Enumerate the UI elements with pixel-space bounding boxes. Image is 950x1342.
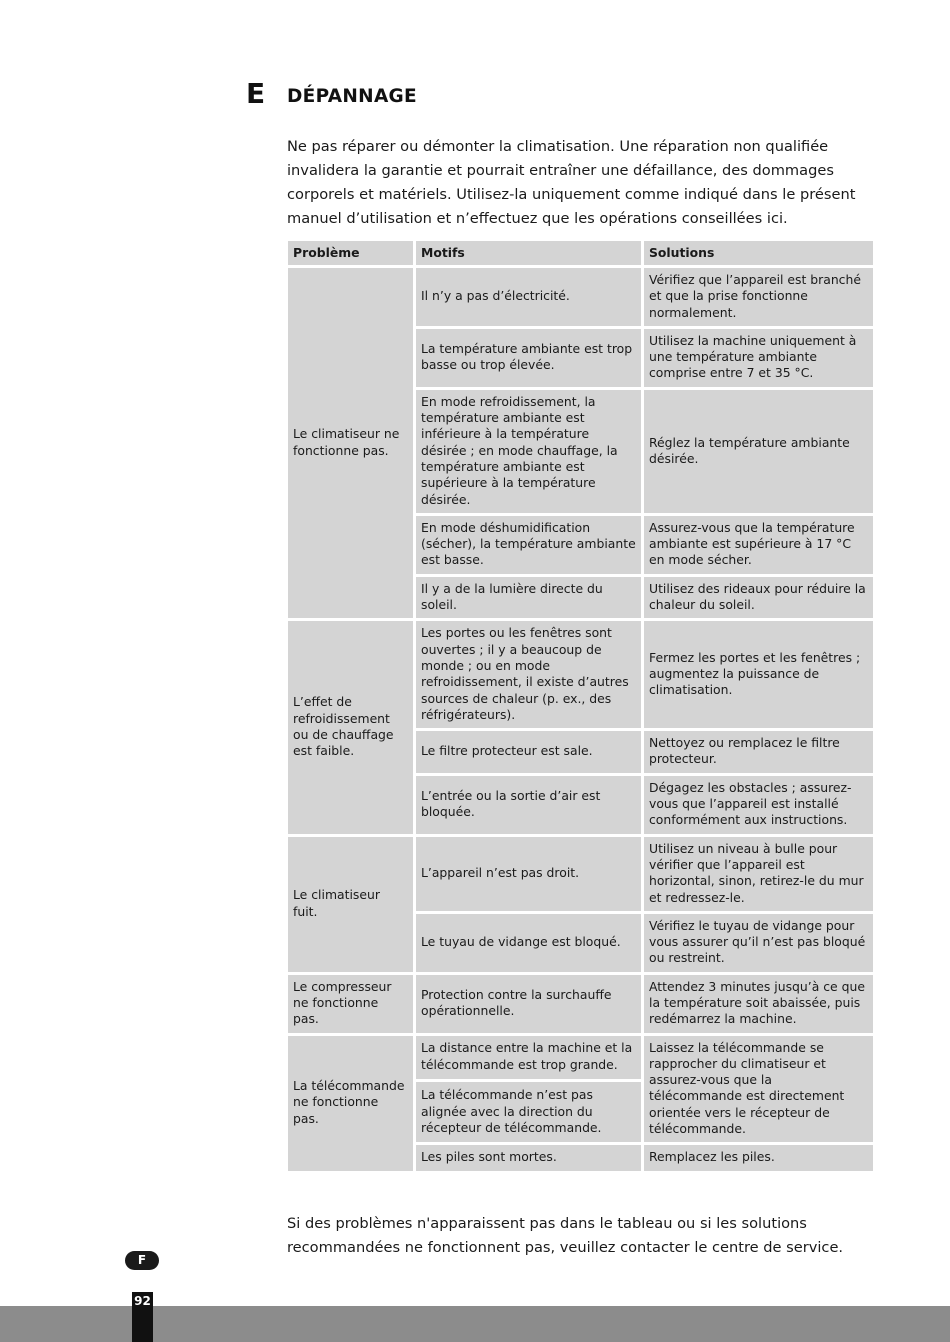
header-solutions: Solutions xyxy=(644,241,873,265)
troubleshooting-table xyxy=(285,238,876,1174)
solution-cell: Fermez les portes et les fenêtres ; augmentez la puissance de climatisation. xyxy=(644,621,873,728)
cause-cell: Protection contre la surchauffe opérationnelle. xyxy=(416,975,641,1033)
cause-cell: Le tuyau de vidange est bloqué. xyxy=(416,914,641,972)
problem-cell: Le compresseur ne fonctionne pas. xyxy=(288,975,413,1033)
header-causes: Motifs xyxy=(416,241,641,265)
cause-cell: La température ambiante est trop basse ou trop élevée. xyxy=(416,329,641,387)
solution-cell: Assurez-vous que la température ambiante est supérieure à 17 °C en mode sécher. xyxy=(644,516,873,574)
language-badge: F xyxy=(125,1251,159,1270)
solution-cell: Utilisez un niveau à bulle pour vérifier que l’appareil est horizontal, sinon, retirez-le du mur et redressez-le. xyxy=(644,837,873,911)
footer-paragraph: Si des problèmes n'apparaissent pas dans le tableau ou si les solutions recommandées ne fonctionnent pas, veuillez contacter le centre de service. xyxy=(287,1215,844,1256)
table-row xyxy=(288,975,873,1033)
cause-cell: L’appareil n’est pas droit. xyxy=(416,837,641,911)
cause-cell: La télécommande n’est pas alignée avec la direction du récepteur de télécommande. xyxy=(416,1082,641,1142)
solution-cell: Réglez la température ambiante désirée. xyxy=(644,390,873,513)
solution-cell: Nettoyez ou remplacez le filtre protecteur. xyxy=(644,731,873,773)
solution-cell: Utilisez la machine uniquement à une température ambiante comprise entre 7 et 35 °C. xyxy=(644,329,873,387)
problem-cell: La télécommande ne fonctionne pas. xyxy=(288,1036,413,1171)
cause-cell: En mode déshumidification (sécher), la température ambiante est basse. xyxy=(416,516,641,574)
table-header-row xyxy=(288,241,873,265)
solution-cell: Laissez la télécommande se rapprocher du climatiseur et assurez-vous que la télécommande est directement orientée vers le récepteur de télécommande. xyxy=(644,1036,873,1143)
table-row xyxy=(288,621,873,728)
cause-cell: Il y a de la lumière directe du soleil. xyxy=(416,577,641,619)
solution-cell: Remplacez les piles. xyxy=(644,1145,873,1170)
table-row xyxy=(288,837,873,911)
problem-cell: Le climatiseur fuit. xyxy=(288,837,413,972)
section-title: DÉPANNAGE xyxy=(287,86,417,107)
solution-cell: Utilisez des rideaux pour réduire la chaleur du soleil. xyxy=(644,577,873,619)
solution-cell: Vérifiez le tuyau de vidange pour vous assurer qu’il n’est pas bloqué ou restreint. xyxy=(644,914,873,972)
solution-cell: Dégagez les obstacles ; assurez-vous que l’appareil est installé conformément aux instructions. xyxy=(644,776,873,834)
problem-cell: L’effet de refroidissement ou de chauffage est faible. xyxy=(288,621,413,833)
solution-cell: Attendez 3 minutes jusqu’à ce que la température soit abaissée, puis redémarrez la machine. xyxy=(644,975,873,1033)
section-letter: E xyxy=(246,77,266,110)
table-row xyxy=(288,268,873,326)
cause-cell: Les portes ou les fenêtres sont ouvertes ; il y a beaucoup de monde ; ou en mode refroidissement, il existe d’autres sources de chaleur (p. ex., des réfrigérateurs). xyxy=(416,621,641,728)
cause-cell: Le filtre protecteur est sale. xyxy=(416,731,641,773)
header-problem: Problème xyxy=(288,241,413,265)
cause-cell: L’entrée ou la sortie d’air est bloquée. xyxy=(416,776,641,834)
cause-cell: Il n’y a pas d’électricité. xyxy=(416,268,641,326)
cause-cell: Les piles sont mortes. xyxy=(416,1145,641,1170)
cause-cell: En mode refroidissement, la température ambiante est inférieure à la température désirée ; en mode chauffage, la température ambiante est supérieure à la température désirée. xyxy=(416,390,641,513)
cause-cell: La distance entre la machine et la télécommande est trop grande. xyxy=(416,1036,641,1079)
table-row xyxy=(288,1036,873,1079)
intro-paragraph: Ne pas réparer ou démonter la climatisation. Une réparation non qualifiée invalidera la garantie et pourrait entraîner une défaillance, des dommages corporels et matériels. Utilisez-la uniquement comme indiqué dans le présent manuel d’utilisation et n’effectuez que les opérations conseillées ici. xyxy=(287,138,856,227)
problem-cell: Le climatiseur ne fonctionne pas. xyxy=(288,268,413,618)
page-number: 92 xyxy=(134,1294,151,1308)
solution-cell: Vérifiez que l’appareil est branché et que la prise fonctionne normalement. xyxy=(644,268,873,326)
